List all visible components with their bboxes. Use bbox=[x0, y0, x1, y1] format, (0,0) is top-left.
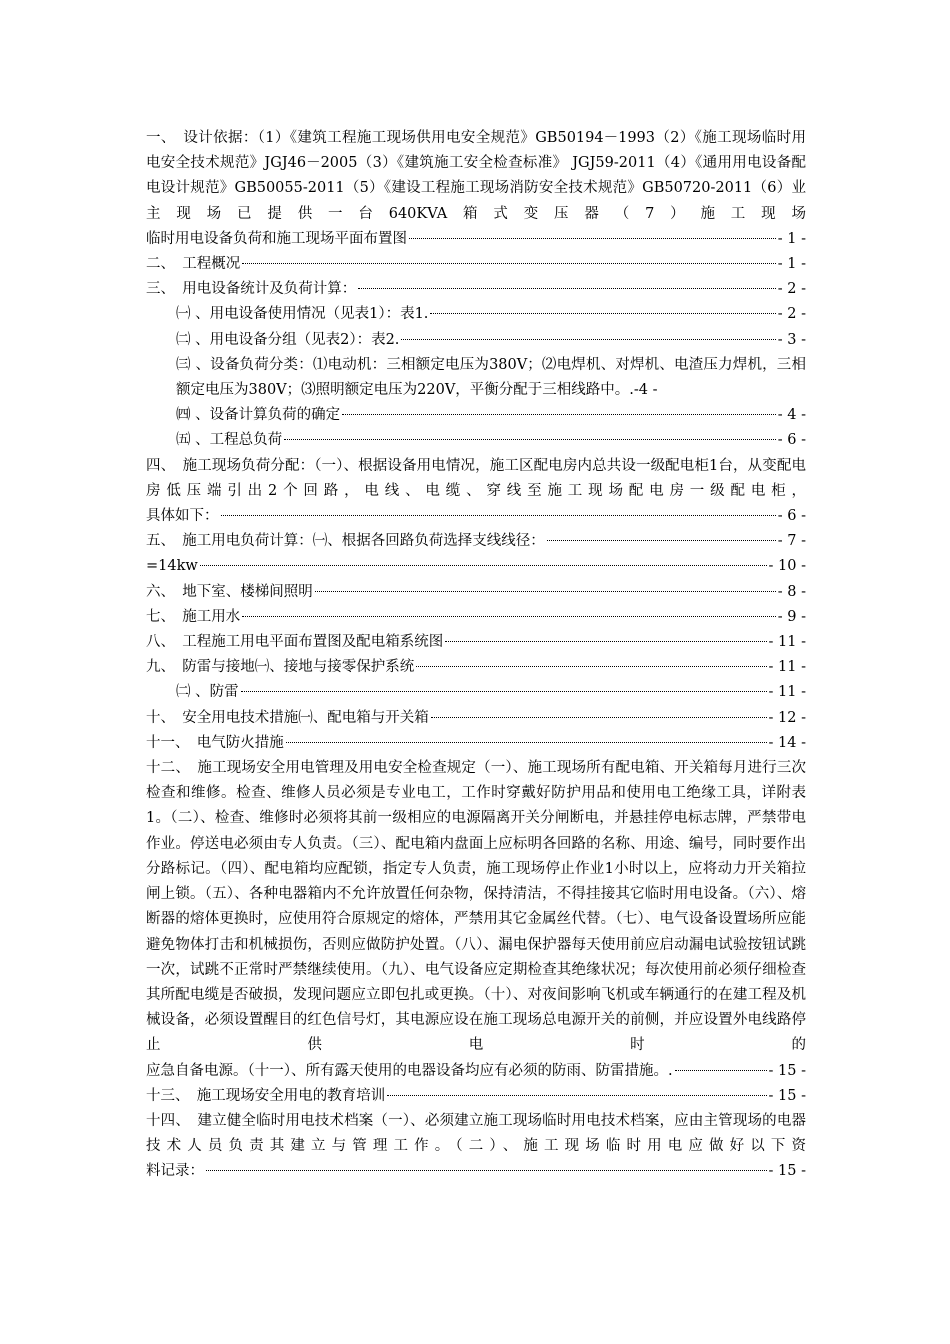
dot-leader bbox=[242, 616, 776, 617]
toc-entry-title: 九、 防雷与接地㈠、接地与接零保护系统 bbox=[146, 659, 415, 676]
dot-leader bbox=[416, 666, 766, 667]
page-number: - 7 - bbox=[777, 533, 806, 550]
page-number: - 6 - bbox=[777, 508, 806, 525]
dot-leader bbox=[675, 1070, 767, 1071]
dot-leader bbox=[409, 238, 776, 239]
page-number: - 12 - bbox=[768, 709, 806, 726]
dot-leader bbox=[431, 717, 767, 718]
toc-entry[interactable] bbox=[146, 126, 806, 252]
toc-entry[interactable] bbox=[146, 529, 806, 554]
toc-entry[interactable] bbox=[146, 403, 806, 428]
toc-entry[interactable] bbox=[146, 605, 806, 630]
toc-entry-title: 具体如下： bbox=[146, 508, 219, 525]
toc-entry-title: 临时用电设备负荷和施工现场平面布置图 bbox=[146, 230, 407, 247]
page-number: - 8 - bbox=[777, 583, 806, 600]
toc-entry-title: ㈣ 、设备计算负荷的确定 bbox=[176, 407, 341, 424]
page-number: - 2 - bbox=[777, 281, 806, 298]
toc-entry-title: =14kw bbox=[146, 558, 198, 575]
toc-entry-title: ㈠ 、用电设备使用情况（见表1）：表1. bbox=[176, 306, 429, 323]
toc-entry[interactable] bbox=[146, 428, 806, 453]
page-number: - 3 - bbox=[777, 331, 806, 348]
dot-leader bbox=[430, 313, 775, 314]
dot-leader bbox=[221, 515, 776, 516]
toc-entry[interactable] bbox=[146, 655, 806, 680]
page-number: - 11 - bbox=[768, 634, 806, 651]
dot-leader bbox=[445, 641, 766, 642]
toc-entry[interactable] bbox=[146, 706, 806, 731]
page-number: - 10 - bbox=[768, 558, 806, 575]
toc-entry-title: 五、 施工用电负荷计算：㈠、根据各回路负荷选择支线线径： bbox=[146, 533, 545, 550]
toc-entry[interactable] bbox=[146, 680, 806, 705]
toc-entry-title: 十一、 电气防火措施 bbox=[146, 734, 284, 751]
toc-page bbox=[146, 126, 806, 1185]
page-number: - 15 - bbox=[768, 1087, 806, 1104]
toc-entry-title: 十三、 施工现场安全用电的教育培训 bbox=[146, 1087, 386, 1104]
page-number: - 6 - bbox=[777, 432, 806, 449]
toc-entry[interactable] bbox=[146, 277, 806, 302]
toc-entry-title: 六、 地下室、楼梯间照明 bbox=[146, 583, 313, 600]
toc-entry-title: 七、 施工用水 bbox=[146, 608, 241, 625]
toc-entry-title: 八、 工程施工用电平面布置图及配电箱系统图 bbox=[146, 634, 444, 651]
toc-entry-text: 四、 施工现场负荷分配：（一）、根据设备用电情况，施工区配电房内总共设一级配电柜1台，从变配电房低压端引出2个回路，电线、电缆、穿线至施工现场配电房一级配电柜， bbox=[146, 457, 806, 499]
toc-entry[interactable] bbox=[146, 454, 806, 530]
page-number: - 2 - bbox=[777, 306, 806, 323]
toc-entry[interactable] bbox=[146, 630, 806, 655]
toc-entry-title: ㈡ 、用电设备分组（见表2）：表2. bbox=[176, 331, 400, 348]
toc-entry-text: 十二、 施工现场安全用电管理及用电安全检查规定（一）、施工现场所有配电箱、开关箱每月进行三次检查和维修。检查、维修人员必须是专业电工，工作时穿戴好防护用品和使用电工绝缘工具，详附表1。（二）、检查、维修时必须将其前一级相应的电源隔离开关分闸断电，并悬挂停电标志牌，严禁带电作业。停送电必须由专人负责。（三）、配电箱内盘面上应标明各回路的名称、用途、编号，同时要作出分路标记。（四）、配电箱均应配锁，指定专人负责，施工现场停止作业1小时以上，应将动力开关箱拉闸上锁。（五）、各种电器箱内不允许放置任何杂物，保持清洁，不得挂接其它临时用电设备。（六）、熔断器的熔体更换时，应使用符合原规定的熔体，严禁用其它金属丝代替。（七）、电气设备设置场所应能避免物体打击和机械损伤，否则应做防护处置。（八）、漏电保护器每天使用前应启动漏电试验按钮试跳一次，试跳不正常时严禁继续使用。（九）、电气设备应定期检查其绝缘状况；每次使用前必须仔细检查其所配电缆是否破损，发现问题应立即包扎或更换。（十）、对夜间影响飞机或车辆通行的在建工程及机械设备，必须设置醒目的红色信号灯，其电源应设在施工现场总电源开关的前侧，并应设置外电线路停止供电时的 bbox=[146, 760, 806, 1054]
toc-entry-title: 三、 用电设备统计及负荷计算： bbox=[146, 281, 357, 298]
dot-leader bbox=[401, 339, 775, 340]
toc-entry[interactable] bbox=[146, 353, 806, 403]
toc-entry-title: 料记录： bbox=[146, 1163, 204, 1180]
page-number: - 15 - bbox=[768, 1062, 806, 1079]
toc-entry[interactable] bbox=[146, 252, 806, 277]
dot-leader bbox=[547, 540, 776, 541]
dot-leader bbox=[342, 414, 776, 415]
toc-entry[interactable] bbox=[146, 1084, 806, 1109]
toc-entry[interactable] bbox=[146, 756, 806, 1084]
dot-leader bbox=[206, 1170, 767, 1171]
dot-leader bbox=[284, 439, 776, 440]
toc-entry-text: 十四、 建立健全临时用电技术档案（一）、必须建立施工现场临时用电技术档案，应由主管现场的电器技术人员负责其建立与管理工作。（二）、施工现场临时用电应做好以下资 bbox=[146, 1112, 806, 1155]
page-number: - 11 - bbox=[768, 684, 806, 701]
dot-leader bbox=[241, 691, 767, 692]
dot-leader bbox=[315, 591, 776, 592]
page-number: - 11 - bbox=[768, 659, 806, 676]
toc-entry-text: 一、 设计依据：（1）《建筑工程施工现场供用电安全规范》GB50194－1993（2）《施工现场临时用电安全技术规范》JGJ46－2005（3）《建筑施工安全检查标准》 JGJ59-2011（4）《通用用电设备配电设计规范》GB50055-2011（5）《建设工程施工现场消防安全技术规范》GB50720-2011（6）业主现场已提供一台640KVA箱式变压器（7）施工现场 bbox=[146, 130, 806, 222]
toc-entry-title: 应急自备电源。（十一）、所有露天使用的电器设备均应有必须的防雨、防雷措施。. bbox=[146, 1062, 673, 1079]
dot-leader bbox=[286, 742, 767, 743]
dot-leader bbox=[358, 288, 776, 289]
toc-entry[interactable] bbox=[146, 302, 806, 327]
toc-entry[interactable] bbox=[146, 731, 806, 756]
toc-entry-title: 二、 工程概况 bbox=[146, 256, 241, 273]
toc-entry[interactable] bbox=[146, 554, 806, 579]
page-number: - 14 - bbox=[768, 734, 806, 751]
toc-entry-text: ㈢ 、设备负荷分类：⑴电动机：三相额定电压为380V；⑵电焊机、对焊机、电渣压力焊机，三相额定电压为380V；⑶照明额定电压为220V，平衡分配于三相线路中。.-4 - bbox=[176, 356, 806, 399]
toc-entry-title: 十、 安全用电技术措施㈠、配电箱与开关箱 bbox=[146, 709, 429, 726]
page-number: - 15 - bbox=[768, 1163, 806, 1180]
dot-leader bbox=[242, 263, 776, 264]
toc-entry[interactable] bbox=[146, 580, 806, 605]
dot-leader bbox=[387, 1095, 766, 1096]
page-number: - 9 - bbox=[777, 608, 806, 625]
toc-entry-title: ㈡ 、防雷 bbox=[176, 684, 239, 701]
dot-leader bbox=[200, 565, 767, 566]
page-number: - 1 - bbox=[777, 230, 806, 247]
toc-entry[interactable] bbox=[146, 328, 806, 353]
toc-entry[interactable] bbox=[146, 1109, 806, 1185]
page-number: - 4 - bbox=[777, 407, 806, 424]
toc-entry-title: ㈤ 、工程总负荷 bbox=[176, 432, 283, 449]
page-number: - 1 - bbox=[777, 256, 806, 273]
